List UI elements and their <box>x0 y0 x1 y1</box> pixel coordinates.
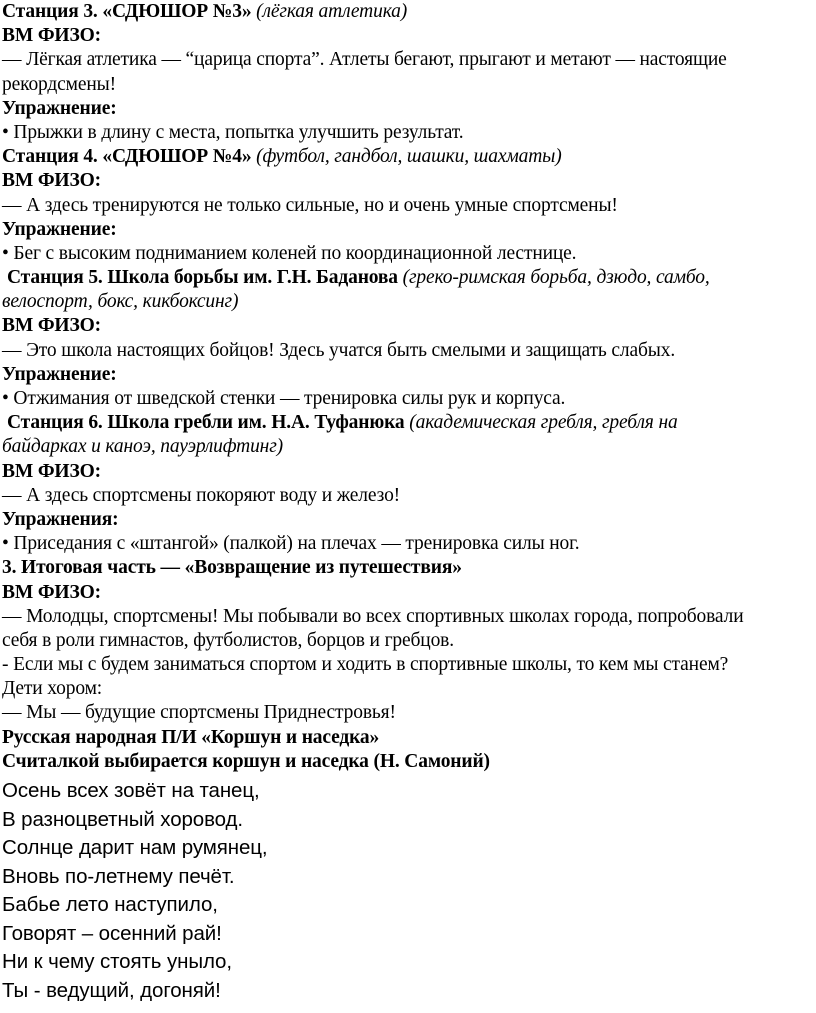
speaker-label: ВМ ФИЗО: <box>2 315 101 337</box>
poem-line: Ни к чему стоять уныло, <box>2 950 232 973</box>
exercise-text: • Приседания с «штангой» (палкой) на плечах — тренировка силы ног. <box>2 533 580 555</box>
speaker-label: ВМ ФИЗО: <box>2 581 101 603</box>
poem-line: Бабье лето наступило, <box>2 893 218 916</box>
station-subtitle: (академическая гребля, гребля на <box>409 412 678 434</box>
speaker-label: ВМ ФИЗО: <box>2 170 101 192</box>
speaker-text: — Это школа настоящих бойцов! Здесь учатся быть смелыми и защищать слабых. <box>2 339 676 361</box>
station-3-heading <box>2 0 816 24</box>
station-title: Станция 5. Школа борьбы им. Г.Н. Баданова <box>7 267 398 289</box>
poem-line: Говорят – осенний рай! <box>2 921 222 945</box>
station-subtitle-continued: велоспорт, бокс, кикбоксинг) <box>2 291 239 313</box>
game-subtitle: Считалкой выбирается коршун и наседка (Н. Самоний) <box>2 750 490 772</box>
speaker-text: — Лёгкая атлетика — “царица спорта”. Атлеты бегают, прыгают и метают — настоящие <box>2 49 727 71</box>
poem-line: Осень всех зовёт на танец, <box>2 779 260 802</box>
question-text: - Если мы с будем заниматься спортом и ходить в спортивные школы, то кем мы станем? <box>2 654 729 676</box>
station-subtitle: (греко-римская борьба, дзюдо, самбо, <box>402 267 710 289</box>
exercise-text: • Прыжки в длину с места, попытка улучшить результат. <box>2 121 464 143</box>
exercise-label: Упражнение: <box>2 97 117 119</box>
station-subtitle-continued: байдарках и каноэ, пауэрлифтинг) <box>2 436 284 458</box>
exercise-label: Упражнения: <box>2 508 119 530</box>
station-subtitle: (футбол, гандбол, шашки, шахматы) <box>256 146 562 168</box>
children-answer: — Мы — будущие спортсмены Приднестровья! <box>2 702 396 724</box>
exercise-label: Упражнение: <box>2 363 117 385</box>
poem-line: В разноцветный хоровод. <box>2 807 243 831</box>
exercise-text: • Отжимания от шведской стенки — тренировка силы рук и корпуса. <box>2 388 566 409</box>
speaker-text-continued: рекордсмены! <box>2 73 116 95</box>
station-6-heading <box>2 411 816 435</box>
poem-line: Солнце дарит нам румянец, <box>2 836 268 859</box>
exercise-label: Упражнение: <box>2 218 117 240</box>
station-subtitle: (лёгкая атлетика) <box>256 1 408 22</box>
station-4-heading <box>2 145 816 169</box>
speaker-label: ВМ ФИЗО: <box>2 25 101 47</box>
station-title: Станция 6. Школа гребли им. Н.А. Туфанюка <box>7 412 405 434</box>
poem-line: Ты - ведущий, догоняй! <box>2 978 221 1002</box>
final-part-heading: 3. Итоговая часть — «Возвращение из путешествия» <box>2 557 462 579</box>
speaker-text-continued: себя в роли гимнастов, футболистов, борцов и гребцов. <box>2 629 454 651</box>
exercise-text: • Бег с высоким подниманием коленей по координационной лестнице. <box>2 242 577 264</box>
speaker-text: — А здесь спортсмены покоряют воду и железо! <box>2 484 401 506</box>
station-5-heading <box>2 266 816 290</box>
station-title: Станция 4. «СДЮШОР №4» <box>2 146 252 168</box>
children-label: Дети хором: <box>2 678 103 700</box>
speaker-label: ВМ ФИЗО: <box>2 460 101 482</box>
speaker-text: — А здесь тренируются не только сильные, но и очень умные спортсмены! <box>2 194 618 216</box>
game-title: Русская народная П/И «Коршун и наседка» <box>2 726 380 748</box>
station-title: Станция 3. «СДЮШОР №3» <box>2 1 252 22</box>
speaker-text: — Молодцы, спортсмены! Мы побывали во всех спортивных школах города, попробовали <box>2 605 744 627</box>
counting-rhyme <box>2 777 816 1005</box>
poem-line: Вновь по-летнему печёт. <box>2 864 235 888</box>
